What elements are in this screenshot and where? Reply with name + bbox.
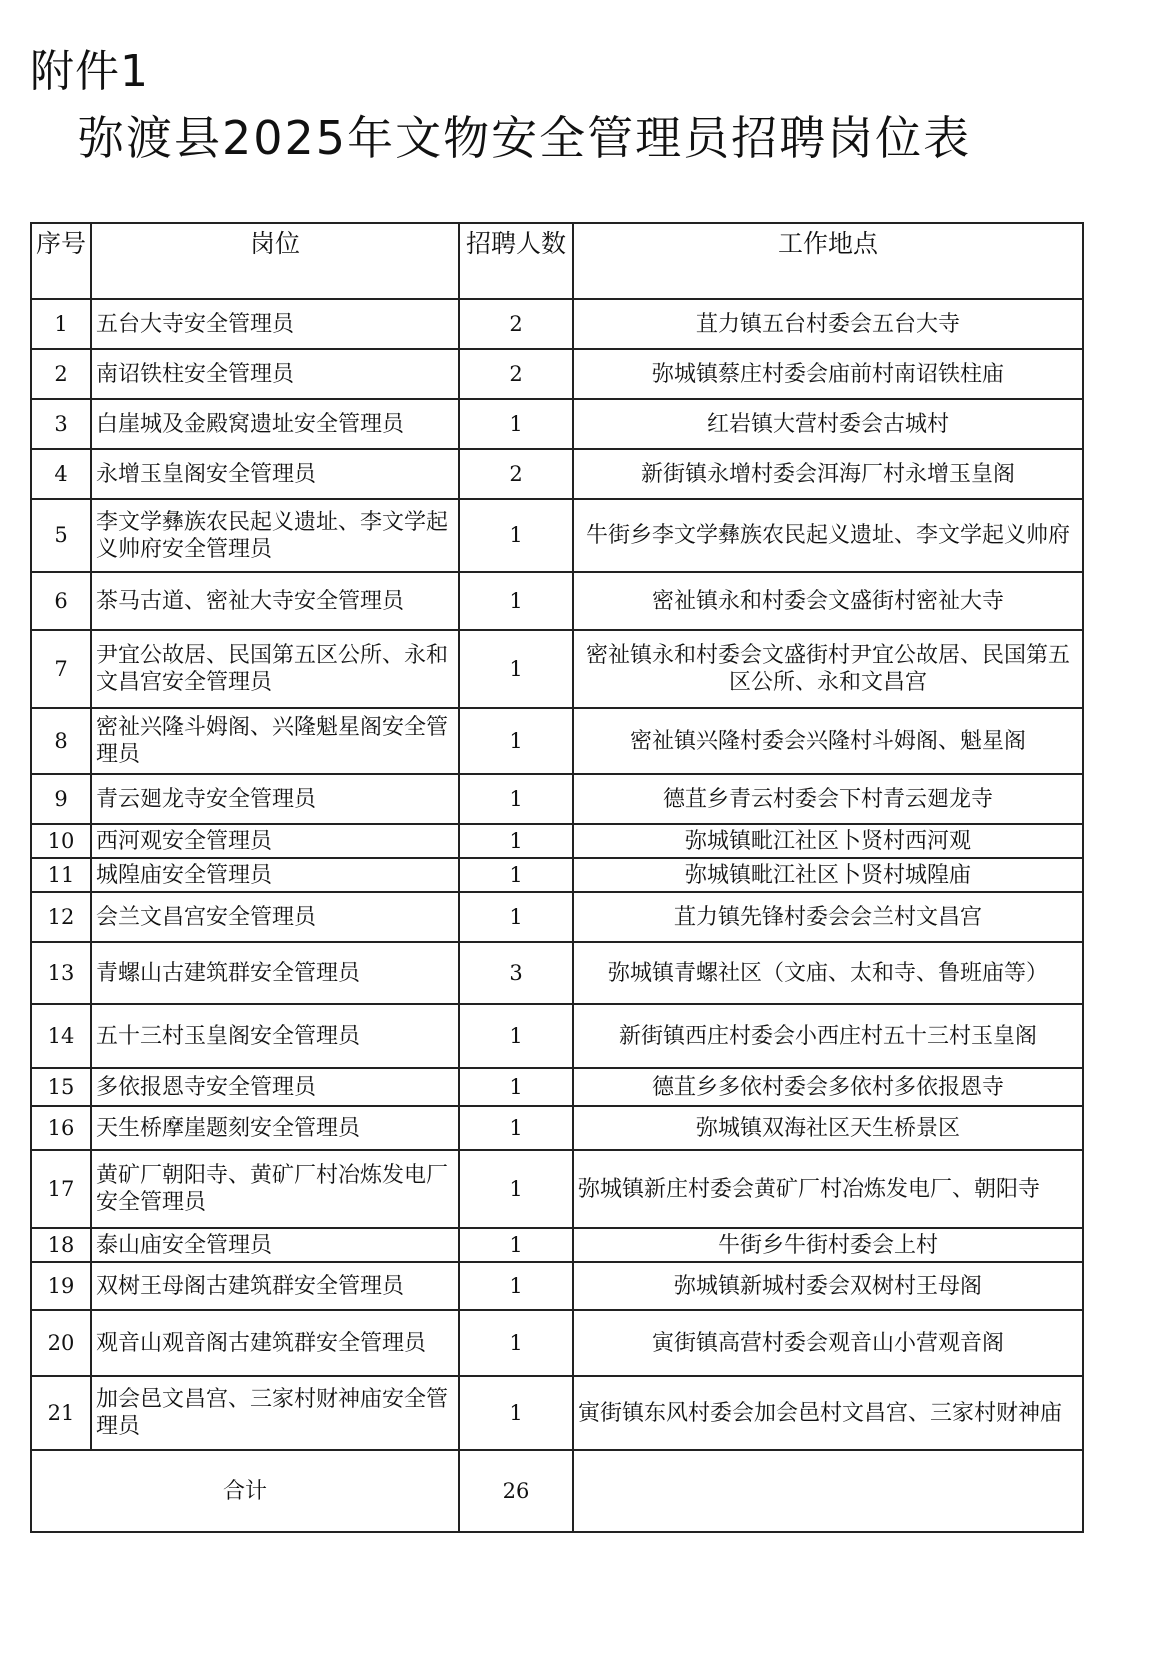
row-seq: 21 (31, 1376, 91, 1450)
row-count: 1 (459, 1376, 573, 1450)
table-row (31, 449, 1083, 499)
row-place: 弥城镇新庄村委会黄矿厂村冶炼发电厂、朝阳寺 (573, 1150, 1083, 1228)
row-seq: 11 (31, 858, 91, 892)
table-row (31, 824, 1083, 858)
attachment-label: 附件1 (30, 46, 149, 97)
row-count: 1 (459, 1150, 573, 1228)
table-row (31, 1310, 1083, 1376)
header-place: 工作地点 (573, 223, 1083, 299)
row-seq: 2 (31, 349, 91, 399)
row-place: 弥城镇青螺社区（文庙、太和寺、鲁班庙等） (573, 942, 1083, 1004)
row-count: 1 (459, 1004, 573, 1068)
row-seq: 8 (31, 708, 91, 774)
row-seq: 12 (31, 892, 91, 942)
row-count: 3 (459, 942, 573, 1004)
table-row (31, 572, 1083, 630)
row-post: 西河观安全管理员 (91, 824, 459, 858)
recruitment-table (30, 222, 1084, 1533)
row-count: 1 (459, 399, 573, 449)
row-seq: 1 (31, 299, 91, 349)
row-post: 天生桥摩崖题刻安全管理员 (91, 1106, 459, 1150)
row-seq: 13 (31, 942, 91, 1004)
row-post: 会兰文昌宫安全管理员 (91, 892, 459, 942)
row-seq: 5 (31, 499, 91, 572)
row-place: 弥城镇新城村委会双树村王母阁 (573, 1262, 1083, 1310)
row-seq: 19 (31, 1262, 91, 1310)
row-count: 1 (459, 858, 573, 892)
table-row (31, 299, 1083, 349)
row-post: 李文学彝族农民起义遗址、李文学起义帅府安全管理员 (91, 499, 459, 572)
row-count: 1 (459, 499, 573, 572)
table-row (31, 708, 1083, 774)
table-header-row (31, 223, 1083, 299)
table-row (31, 399, 1083, 449)
row-place: 密祉镇兴隆村委会兴隆村斗姆阁、魁星阁 (573, 708, 1083, 774)
row-count: 1 (459, 824, 573, 858)
row-seq: 20 (31, 1310, 91, 1376)
row-count: 1 (459, 630, 573, 708)
row-post: 泰山庙安全管理员 (91, 1228, 459, 1262)
row-post: 青云廻龙寺安全管理员 (91, 774, 459, 824)
row-place: 密祉镇永和村委会文盛街村尹宜公故居、民国第五区公所、永和文昌宫 (573, 630, 1083, 708)
row-count: 2 (459, 349, 573, 399)
total-label: 合计 (31, 1450, 459, 1532)
row-post: 南诏铁柱安全管理员 (91, 349, 459, 399)
row-place: 弥城镇毗江社区卜贤村西河观 (573, 824, 1083, 858)
table-row (31, 1376, 1083, 1450)
table-row (31, 1150, 1083, 1228)
row-place: 弥城镇毗江社区卜贤村城隍庙 (573, 858, 1083, 892)
row-seq: 10 (31, 824, 91, 858)
row-place: 牛街乡李文学彝族农民起义遗址、李文学起义帅府 (573, 499, 1083, 572)
row-post: 黄矿厂朝阳寺、黄矿厂村冶炼发电厂安全管理员 (91, 1150, 459, 1228)
table-row (31, 774, 1083, 824)
row-post: 五十三村玉皇阁安全管理员 (91, 1004, 459, 1068)
row-place: 红岩镇大营村委会古城村 (573, 399, 1083, 449)
row-count: 2 (459, 449, 573, 499)
row-post: 城隍庙安全管理员 (91, 858, 459, 892)
row-place: 德苴乡青云村委会下村青云廻龙寺 (573, 774, 1083, 824)
row-place: 寅街镇高营村委会观音山小营观音阁 (573, 1310, 1083, 1376)
row-place: 新街镇西庄村委会小西庄村五十三村玉皇阁 (573, 1004, 1083, 1068)
row-place: 苴力镇五台村委会五台大寺 (573, 299, 1083, 349)
table-body (31, 223, 1083, 1532)
row-post: 五台大寺安全管理员 (91, 299, 459, 349)
row-post: 加会邑文昌宫、三家村财神庙安全管理员 (91, 1376, 459, 1450)
table-total-row (31, 1450, 1083, 1532)
row-post: 密祉兴隆斗姆阁、兴隆魁星阁安全管理员 (91, 708, 459, 774)
row-seq: 7 (31, 630, 91, 708)
row-seq: 9 (31, 774, 91, 824)
row-seq: 3 (31, 399, 91, 449)
document-title: 弥渡县2025年文物安全管理员招聘岗位表 (78, 111, 972, 165)
header-count: 招聘人数 (459, 223, 573, 299)
row-count: 1 (459, 708, 573, 774)
row-seq: 18 (31, 1228, 91, 1262)
row-post: 青螺山古建筑群安全管理员 (91, 942, 459, 1004)
row-count: 1 (459, 1068, 573, 1106)
table-row (31, 1106, 1083, 1150)
row-count: 1 (459, 1228, 573, 1262)
row-seq: 17 (31, 1150, 91, 1228)
row-count: 1 (459, 1106, 573, 1150)
header-post: 岗位 (91, 223, 459, 299)
row-post: 茶马古道、密祉大寺安全管理员 (91, 572, 459, 630)
table-row (31, 1004, 1083, 1068)
row-count: 1 (459, 572, 573, 630)
row-place: 寅街镇东风村委会加会邑村文昌宫、三家村财神庙 (573, 1376, 1083, 1450)
row-place: 牛街乡牛街村委会上村 (573, 1228, 1083, 1262)
row-place: 苴力镇先锋村委会会兰村文昌宫 (573, 892, 1083, 942)
row-place: 密祉镇永和村委会文盛街村密祉大寺 (573, 572, 1083, 630)
row-seq: 16 (31, 1106, 91, 1150)
row-count: 1 (459, 774, 573, 824)
row-place: 新街镇永增村委会洱海厂村永增玉皇阁 (573, 449, 1083, 499)
table-row (31, 1262, 1083, 1310)
row-seq: 14 (31, 1004, 91, 1068)
row-seq: 6 (31, 572, 91, 630)
table-row (31, 499, 1083, 572)
table-row (31, 349, 1083, 399)
row-seq: 15 (31, 1068, 91, 1106)
table-row (31, 892, 1083, 942)
table-row (31, 630, 1083, 708)
table-row (31, 858, 1083, 892)
row-post: 永增玉皇阁安全管理员 (91, 449, 459, 499)
row-count: 1 (459, 1262, 573, 1310)
table-row (31, 942, 1083, 1004)
row-place: 弥城镇双海社区天生桥景区 (573, 1106, 1083, 1150)
row-place: 弥城镇蔡庄村委会庙前村南诏铁柱庙 (573, 349, 1083, 399)
row-post: 观音山观音阁古建筑群安全管理员 (91, 1310, 459, 1376)
row-post: 多依报恩寺安全管理员 (91, 1068, 459, 1106)
row-seq: 4 (31, 449, 91, 499)
table-row (31, 1068, 1083, 1106)
row-place: 德苴乡多依村委会多依村多依报恩寺 (573, 1068, 1083, 1106)
header-seq: 序号 (31, 223, 91, 299)
row-count: 2 (459, 299, 573, 349)
row-count: 1 (459, 892, 573, 942)
row-post: 白崖城及金殿窝遗址安全管理员 (91, 399, 459, 449)
row-post: 尹宜公故居、民国第五区公所、永和文昌宫安全管理员 (91, 630, 459, 708)
table-row (31, 1228, 1083, 1262)
row-post: 双树王母阁古建筑群安全管理员 (91, 1262, 459, 1310)
row-count: 1 (459, 1310, 573, 1376)
total-count: 26 (459, 1450, 573, 1532)
total-place (573, 1450, 1083, 1532)
